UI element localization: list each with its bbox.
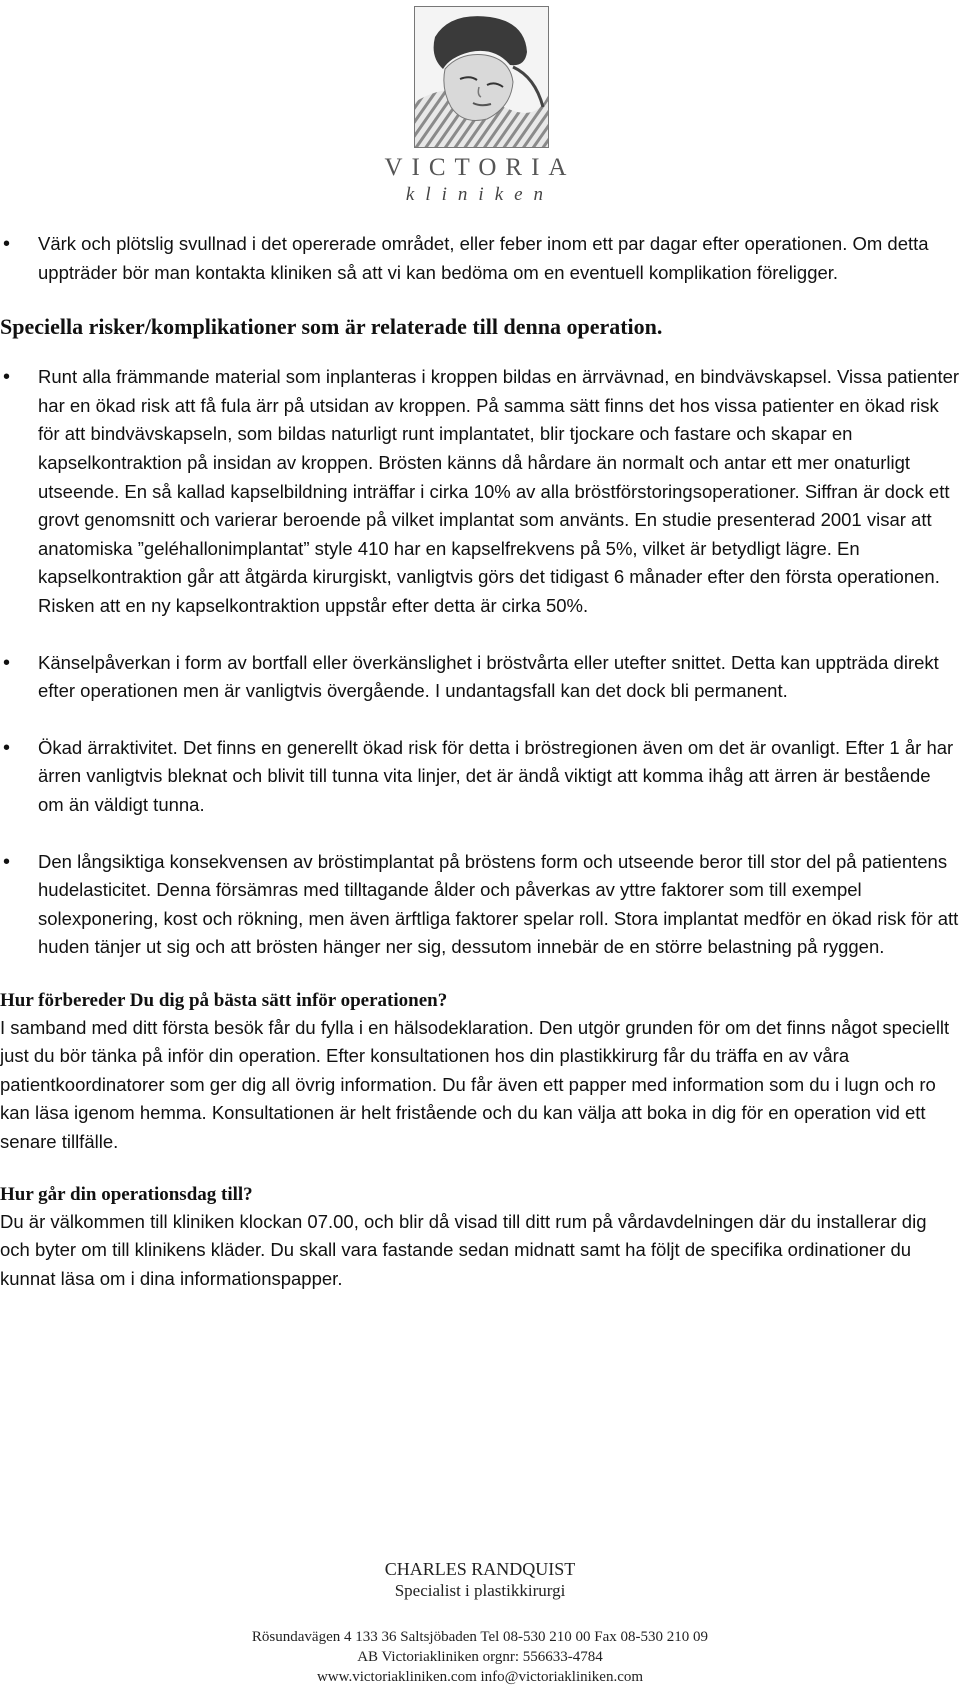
logo-portrait-image <box>414 6 549 148</box>
list-item: • Värk och plötslig svullnad i det opererade området, eller feber inom ett par dagar efter operationen. Om detta uppträder bör man kontakta kliniken så att vi kan bedöma om en eventuell komplikation föreligger. <box>0 230 960 287</box>
contact-line: www.victoriakliniken.com info@victoriakliniken.com <box>316 1669 644 1685</box>
risks-heading: Speciella risker/komplikationer som är relaterade till denna operation. <box>0 314 663 340</box>
prepare-heading: Hur förbereder Du dig på bästa sätt inför operationen? <box>0 989 448 1011</box>
letterhead-footer <box>0 1558 960 1687</box>
company-line: AB Victoriakliniken orgnr: 556633-4784 <box>357 1649 603 1665</box>
prepare-paragraph: I samband med ditt första besök får du fylla i en hälsodeklaration. Den utgör grunden för om det finns något speciellt just du bör tänka på inför din operation. Efter konsultationen hos din plastikkirurg får du träffa en av våra patientkoordinatorer som ger dig all övrig information. Du får även ett papper med information som du i lugn och ro kan läsa igenom hemma. Konsultationen är helt fristående och du kan välja att boka in dig för en operation vid ett senare tillfälle. <box>0 1016 950 1152</box>
list-item: • Känselpåverkan i form av bortfall eller överkänslighet i bröstvårta eller utefter snittet. Detta kan uppträda direkt efter operationen men är vanligtvis övergående. I undantagsfall kan det dock bli permanent. <box>0 649 960 706</box>
intro-bullet-list <box>0 230 960 287</box>
doctor-title: Specialist i plastikkirurgi <box>394 1581 566 1600</box>
opday-heading: Hur går din operationsdag till? <box>0 1183 253 1205</box>
brand-subtitle: kliniken <box>405 184 555 205</box>
risks-bullet-list <box>0 363 960 962</box>
list-item: • Den långsiktiga konsekvensen av bröstimplantat på bröstens form och utseende beror till stor del på patientens hudelasticitet. Denna försämras med tilltagande ålder och påverkas av yttre faktorer som till exempel solexponering, kost och rökning, men även ärftliga faktorer spelar roll. Stora implantat medför en ökad risk för att huden tänjer ut sig och att brösten hänger ner sig, dessutom innebär de en större belastning på ryggen. <box>0 848 960 962</box>
letterhead <box>0 0 960 210</box>
portrait-illustration <box>415 7 548 147</box>
list-item: • Ökad ärraktivitet. Det finns en generellt ökad risk för detta i bröstregionen även om det är ovanligt. Efter 1 år har ärren vanligtvis bleknat och blivit till tunna vita linjer, det är ändå viktigt att komma ihåg att ärren är bestående om än väldigt tunna. <box>0 734 960 820</box>
doctor-name: CHARLES RANDQUIST <box>384 1559 576 1579</box>
opday-paragraph: Du är välkommen till kliniken klockan 07.00, och blir då visad till ditt rum på vårdavdelningen där du installerar dig och byter om till klinikens kläder. Du skall vara fastande sedan midnatt samt ha följt de specifika ordinationer du kunnat läsa om i dina informationspapper. <box>0 1210 927 1289</box>
list-item: • Runt alla främmande material som inplanteras i kroppen bildas en ärrvävnad, en bindvävskapsel. Vissa patienter har en ökad risk att få fula ärr på utsidan av kroppen. På samma sätt finns det hos vissa patienter en ökad risk för att bindvävskapseln, som bildas naturligt runt implantatet, blir tjockare och fastare och skapar en kapselkontraktion på insidan av kroppen. Brösten känns då hårdare än normalt och antar ett mer onaturligt utseende. En så kallad kapselbildning inträffar i cirka 10% av alla bröstförstoringsoperationer. Siffran är dock ett grovt genomsnitt och varierar beroende på vilket implantat som använts. En studie presenterad 2001 visar att anatomiska ”geléhallonimplantat” style 410 har en kapselfrekvens på 5%, vilket är betydligt lägre. En kapselkontraktion går att åtgärda kirurgiskt, vanligtvis görs det tidigast 6 månader efter den första operationen. Risken att en ny kapselkontraktion uppstår efter detta är cirka 50%. <box>0 363 960 620</box>
document-body <box>0 230 960 1293</box>
address-line: Rösundavägen 4 133 36 Saltsjöbaden Tel 08-530 210 00 Fax 08-530 210 09 <box>251 1629 709 1645</box>
brand-name: VICTORIA <box>384 154 576 181</box>
